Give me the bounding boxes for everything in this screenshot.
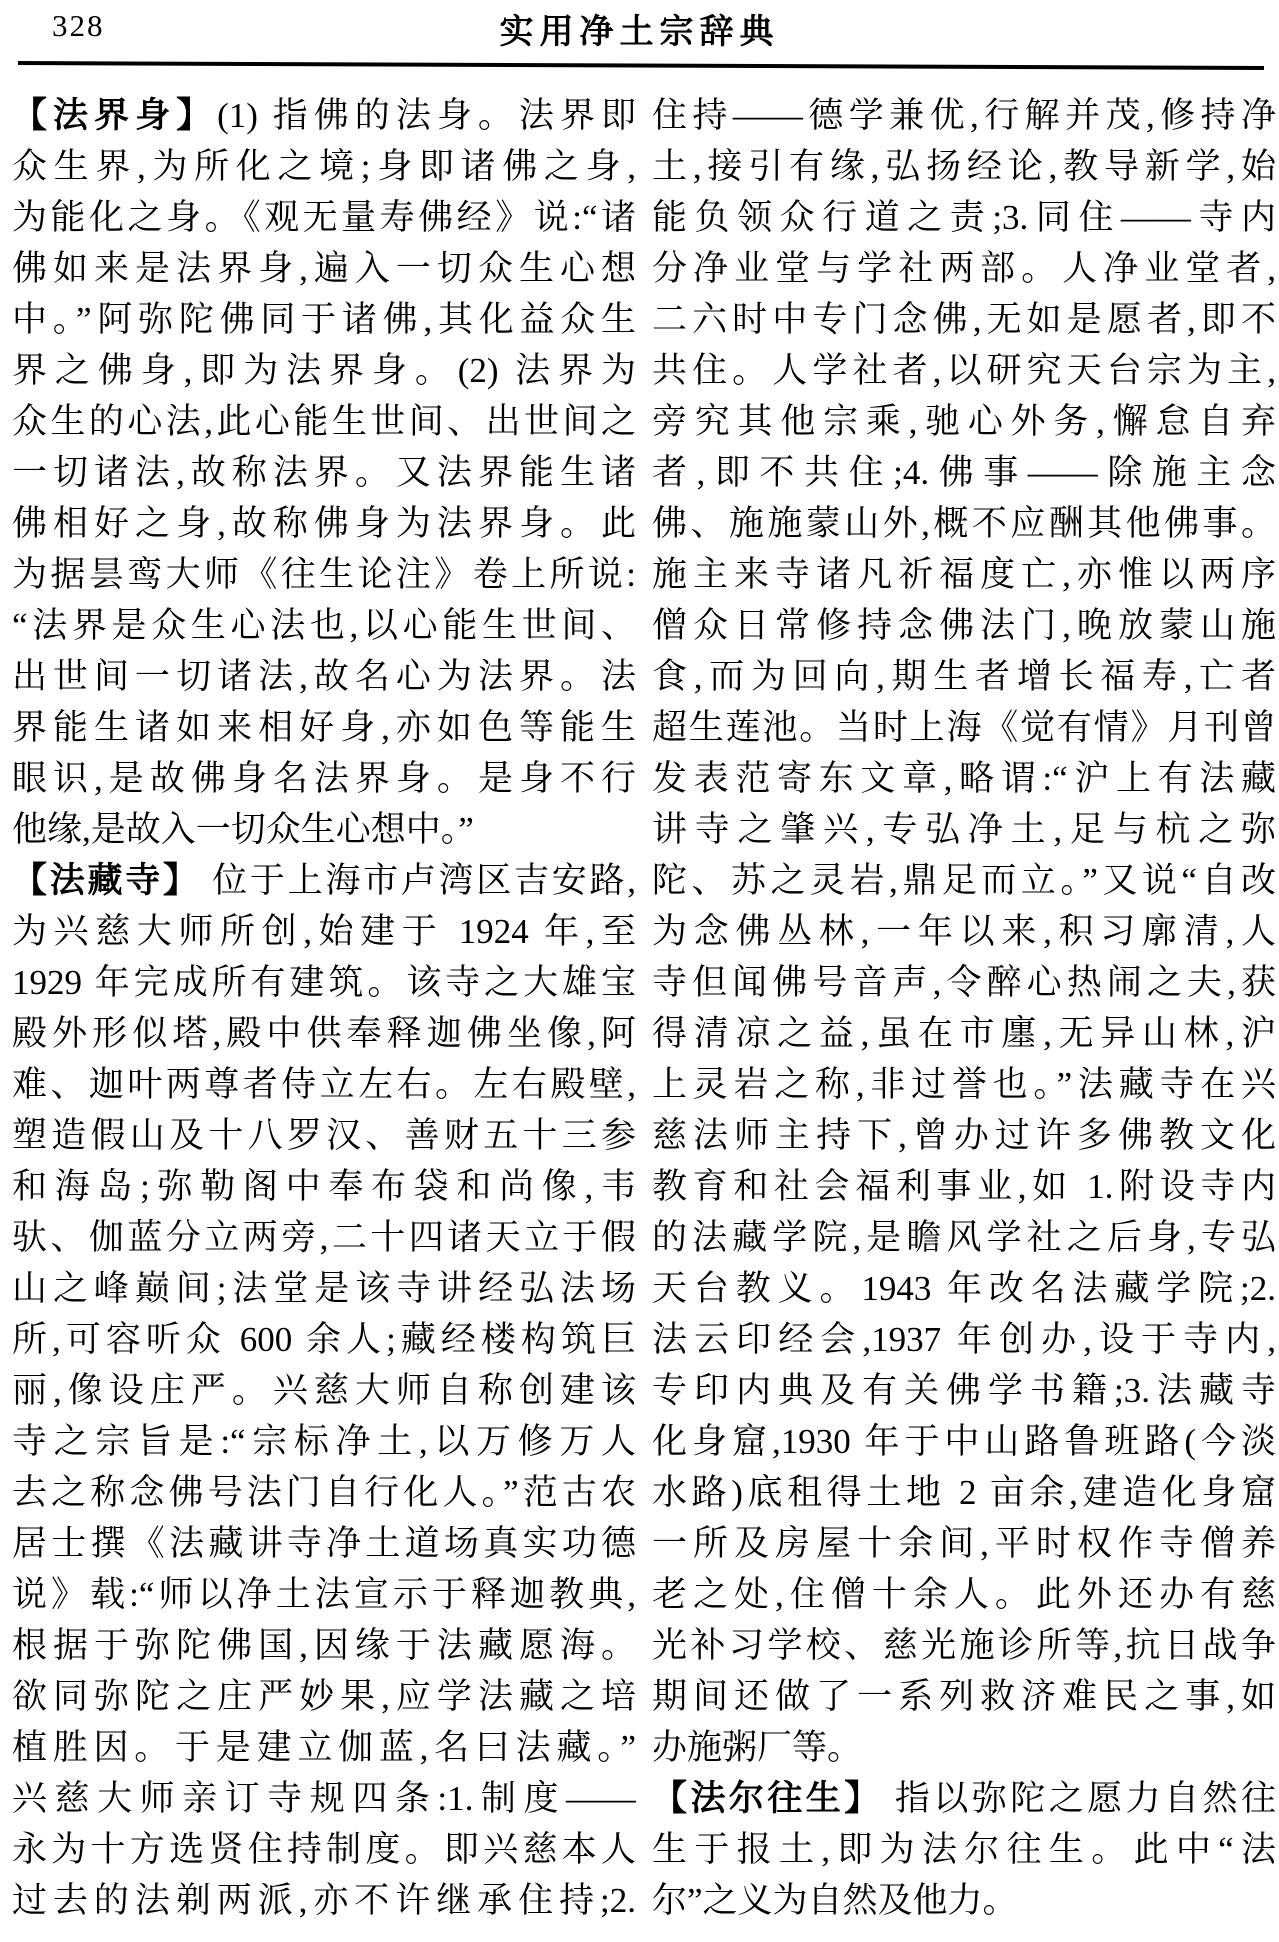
text-line: 和海岛;弥勒阁中奉布袋和尚像,韦	[12, 1167, 636, 1206]
text-line: 发表范寄东文章,略谓:“沪上有法藏	[652, 759, 1276, 798]
text-line: 一切诸法,故称法界。又法界能生诸	[12, 453, 636, 492]
text-line: 山之峰巅间;法堂是该寺讲经弘法场	[12, 1269, 636, 1308]
text-line: 兴慈大师亲订寺规四条:1.制度——	[12, 1779, 636, 1818]
text-line: 佛、施施蒙山外,概不应酬其他佛事。	[652, 504, 1276, 543]
text-line: 根据于弥陀佛国,因缘于法藏愿海。	[12, 1626, 636, 1665]
text-line: 眼识,是故佛身名法界身。是身不行	[12, 759, 636, 798]
text-line: 为能化之身。《观无量寿佛经》说:“诸	[12, 198, 636, 237]
text-line: 寺之宗旨是:“宗标净土,以万修万人	[12, 1422, 636, 1461]
text-line: 说》载:“师以净土法宣示于释迦教典,	[12, 1575, 636, 1614]
text-line: 为念佛丛林,一年以来,积习廓清,人	[652, 912, 1276, 951]
text-line: 【法藏寺】 位于上海市卢湾区吉安路,	[12, 861, 636, 900]
text-line: 僧众日常修持念佛法门,晚放蒙山施	[652, 606, 1276, 645]
text-line: 众生界,为所化之境;身即诸佛之身,	[12, 147, 636, 186]
text-line: 寺但闻佛号音声,令醉心热闹之夫,获	[652, 963, 1276, 1002]
text-line: 【法尔往生】 指以弥陀之愿力自然往	[652, 1779, 1276, 1818]
text-line: 超生莲池。当时上海《觉有情》月刊曾	[652, 708, 1276, 747]
text-line: 中。”阿弥陀佛同于诸佛,其化益众生	[12, 300, 636, 339]
text-line: 去之称念佛号法门自行化人。”范古农	[12, 1473, 636, 1512]
text-line: 土,接引有缘,弘扬经论,教导新学,始	[652, 147, 1276, 186]
text-line: 所,可容听众 600 余人;藏经楼构筑巨	[12, 1320, 636, 1359]
text-line: 水路)底租得土地 2 亩余,建造化身窟	[652, 1473, 1276, 1512]
text-line: 生于报土,即为法尔往生。此中“法	[652, 1830, 1276, 1869]
text-line: 住持——德学兼优,行解并茂,修持净	[652, 96, 1276, 135]
text-line: 出世间一切诸法,故名心为法界。法	[12, 657, 636, 696]
text-line: 天台教义。1943 年改名法藏学院;2.	[652, 1269, 1276, 1308]
text-line: 过去的法剃两派,亦不许继承住持;2.	[12, 1881, 636, 1920]
text-line: 尔”之义为自然及他力。	[652, 1881, 1018, 1920]
text-line: 法云印经会,1937 年创办,设于寺内,	[652, 1320, 1276, 1359]
text-line: 难、迦叶两尊者侍立左右。左右殿壁,	[12, 1065, 636, 1104]
text-line: 食,而为回向,期生者增长福寿,亡者	[652, 657, 1276, 696]
text-line: 专印内典及有关佛学书籍;3.法藏寺	[652, 1371, 1276, 1410]
text-line: 居士撰《法藏讲寺净土道场真实功德	[12, 1524, 636, 1563]
text-line: 丽,像设庄严。兴慈大师自称创建该	[12, 1371, 636, 1410]
text-line: 老之处,住僧十余人。此外还办有慈	[652, 1575, 1276, 1614]
text-line: 期间还做了一系列救济难民之事,如	[652, 1677, 1276, 1716]
text-line: 旁究其他宗乘,驰心外务,懈怠自弃	[652, 402, 1276, 441]
page-title: 实用净土宗辞典	[499, 14, 780, 51]
text-line: 二六时中专门念佛,无如是愿者,即不	[652, 300, 1276, 339]
text-body	[12, 90, 1276, 1926]
page-number: 328	[52, 8, 105, 43]
text-line: 众生的心法,此心能生世间、出世间之	[12, 402, 636, 441]
text-line: 分净业堂与学社两部。人净业堂者,	[652, 249, 1276, 288]
text-line: 上灵岩之称,非过誉也。”法藏寺在兴	[652, 1065, 1276, 1104]
text-line: 殿外形似塔,殿中供奉释迦佛坐像,阿	[12, 1014, 636, 1053]
text-line: 慈法师主持下,曾办过许多佛教文化	[652, 1116, 1276, 1155]
right-column	[652, 90, 1276, 1926]
text-line: 施主来寺诸凡祈福度亡,亦惟以两序	[652, 555, 1276, 594]
text-line: 的法藏学院,是瞻风学社之后身,专弘	[652, 1218, 1276, 1257]
header-rule	[18, 61, 1264, 70]
entry-headword: 【法界身】	[12, 96, 218, 135]
text-line: 驮、伽蓝分立两旁,二十四诸天立于假	[12, 1218, 636, 1257]
text-line: 欲同弥陀之庄严妙果,应学法藏之培	[12, 1677, 636, 1716]
text-line: 为据昙鸾大师《往生论注》卷上所说:	[12, 555, 636, 594]
entry-headword: 【法藏寺】	[12, 861, 201, 900]
text-line: 塑造假山及十八罗汉、善财五十三参	[12, 1116, 636, 1155]
text-line: 共住。人学社者,以研究天台宗为主,	[652, 351, 1276, 390]
text-line: 讲寺之肇兴,专弘净土,足与杭之弥	[652, 810, 1276, 849]
text-line: 1929 年完成所有建筑。该寺之大雄宝	[12, 963, 636, 1002]
text-line: 一所及房屋十余间,平时权作寺僧养	[652, 1524, 1276, 1563]
text-line: 永为十方选贤住持制度。即兴慈本人	[12, 1830, 636, 1869]
text-line: 佛如来是法界身,遍入一切众生心想	[12, 249, 636, 288]
left-column	[12, 90, 636, 1926]
text-line: 【法界身】(1) 指佛的法身。法界即	[12, 96, 636, 135]
text-line: 陀、苏之灵岩,鼎足而立。”又说“自改	[652, 861, 1276, 900]
text-line: “法界是众生心法也,以心能生世间、	[12, 606, 636, 645]
text-line: 者,即不共住;4.佛事——除施主念	[652, 453, 1276, 492]
text-line: 植胜因。于是建立伽蓝,名曰法藏。”	[12, 1728, 636, 1767]
text-line: 他缘,是故入一切众生心想中。”	[12, 810, 474, 849]
entry-headword: 【法尔往生】	[652, 1779, 883, 1818]
text-line: 化身窟,1930 年于中山路鲁班路(今淡	[652, 1422, 1276, 1461]
text-line: 教育和社会福利事业,如 1.附设寺内	[652, 1167, 1276, 1206]
text-line: 能负领众行道之责;3.同住——寺内	[652, 198, 1276, 237]
text-line: 界之佛身,即为法界身。(2) 法界为	[12, 351, 636, 390]
text-line: 得清凉之益,虽在市廛,无异山林,沪	[652, 1014, 1276, 1053]
text-line: 光补习学校、慈光施诊所等,抗日战争	[652, 1626, 1276, 1665]
text-line: 办施粥厂等。	[652, 1728, 863, 1767]
text-line: 界能生诸如来相好身,亦如色等能生	[12, 708, 636, 747]
text-line: 为兴慈大师所创,始建于 1924 年,至	[12, 912, 636, 951]
text-line: 佛相好之身,故称佛身为法界身。此	[12, 504, 636, 543]
